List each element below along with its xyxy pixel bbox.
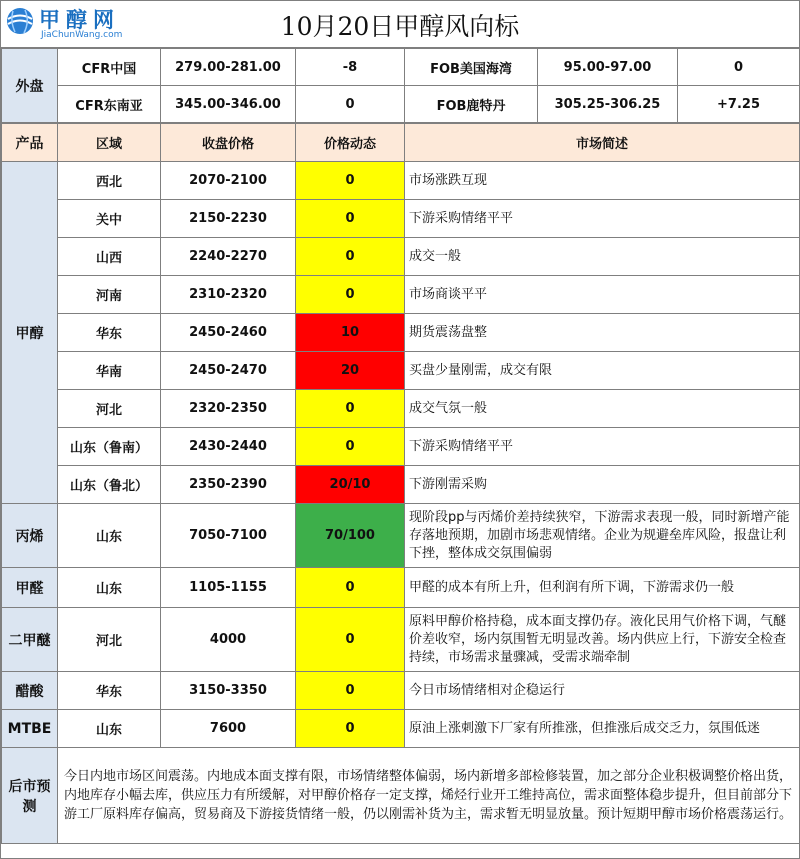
region-cell: 关中: [58, 200, 161, 238]
summary-cell: 原料甲醇价格持稳，成本面支撑仍存。液化民用气价格下调，气醚价差收窄，场内氛围暂无明显改善。场内供应上行，下游安全检查持续，市场需求量骤减，受需求端牵制: [405, 608, 800, 672]
change-cell: 10: [296, 314, 405, 352]
region-cell: 华东: [58, 672, 161, 710]
product-label: 醋酸: [2, 672, 58, 710]
price-cell: 2320-2350: [161, 390, 296, 428]
region-cell: 山东: [58, 568, 161, 608]
external-name: FOB美国海湾: [405, 49, 538, 86]
table-row: [2, 568, 800, 608]
change-cell: 0: [296, 200, 405, 238]
table-row: [2, 504, 800, 568]
summary-cell: 市场商谈平平: [405, 276, 800, 314]
external-row: [2, 49, 800, 86]
change-cell: 0: [296, 672, 405, 710]
methanol-label: 甲醇: [2, 162, 58, 504]
price-cell: 2450-2470: [161, 352, 296, 390]
price-cell: 1105-1155: [161, 568, 296, 608]
external-price: 305.25-306.25: [538, 86, 678, 123]
external-name: CFR东南亚: [58, 86, 161, 123]
region-cell: 华南: [58, 352, 161, 390]
product-label: 甲醛: [2, 568, 58, 608]
external-change: 0: [296, 86, 405, 123]
price-cell: 2430-2440: [161, 428, 296, 466]
change-cell: 0: [296, 276, 405, 314]
market-table: [1, 123, 800, 844]
summary-cell: 市场涨跌互现: [405, 162, 800, 200]
summary-cell: 今日市场情绪相对企稳运行: [405, 672, 800, 710]
summary-cell: 期货震荡盘整: [405, 314, 800, 352]
price-cell: 7050-7100: [161, 504, 296, 568]
table-row: [2, 466, 800, 504]
col-change: 价格动态: [296, 124, 405, 162]
table-header: [2, 124, 800, 162]
price-table: [1, 48, 800, 123]
globe-logo-icon: [5, 6, 35, 36]
region-cell: 山东: [58, 710, 161, 748]
region-cell: 山东: [58, 504, 161, 568]
summary-cell: 下游采购情绪平平: [405, 200, 800, 238]
external-name: CFR中国: [58, 49, 161, 86]
table-row: [2, 710, 800, 748]
page-title: 10月20日甲醇风向标: [280, 12, 520, 41]
summary-cell: 成交一般: [405, 238, 800, 276]
external-price: 279.00-281.00: [161, 49, 296, 86]
price-cell: 7600: [161, 710, 296, 748]
col-price: 收盘价格: [161, 124, 296, 162]
change-cell: 0: [296, 428, 405, 466]
price-cell: 2310-2320: [161, 276, 296, 314]
summary-cell: 现阶段pp与丙烯价差持续狭窄，下游需求表现一般，同时新增产能存落地预期，加剧市场悲观情绪。企业为规避垒库风险，报盘让利下挫，整体成交氛围偏弱: [405, 504, 800, 568]
col-product: 产品: [2, 124, 58, 162]
col-region: 区域: [58, 124, 161, 162]
summary-cell: 甲醛的成本有所上升，但利润有所下调，下游需求仍一般: [405, 568, 800, 608]
region-cell: 河南: [58, 276, 161, 314]
change-cell: 20/10: [296, 466, 405, 504]
product-label: 丙烯: [2, 504, 58, 568]
external-row: [2, 86, 800, 123]
change-cell: 0: [296, 608, 405, 672]
summary-cell: 原油上涨刺激下厂家有所推涨，但推涨后成交乏力，氛围低迷: [405, 710, 800, 748]
change-cell: 70/100: [296, 504, 405, 568]
external-change: +7.25: [678, 86, 800, 123]
table-row: [2, 428, 800, 466]
region-cell: 河北: [58, 608, 161, 672]
table-row: [2, 608, 800, 672]
price-cell: 2350-2390: [161, 466, 296, 504]
change-cell: 0: [296, 710, 405, 748]
brand-logo[interactable]: [5, 4, 155, 44]
external-label: 外盘: [2, 49, 58, 123]
price-cell: 3150-3350: [161, 672, 296, 710]
table-row: [2, 276, 800, 314]
table-row: [2, 390, 800, 428]
table-row: [2, 314, 800, 352]
brand-name: 甲醇网: [39, 7, 120, 32]
region-cell: 山西: [58, 238, 161, 276]
region-cell: 华东: [58, 314, 161, 352]
table-row: [2, 238, 800, 276]
change-cell: 20: [296, 352, 405, 390]
forecast-text: 今日内地市场区间震荡。内地成本面支撑有限，市场情绪整体偏弱，场内新增多部检修装置，加之部分企业积极调整价格出货，内地库存小幅去库，供应压力有所缓解，对甲醇价格存一定支撑，烯烃行业开工维持高位，需求面整体稳步提升，但目前部分下游工厂原料库存偏高，贸易商及下游接货情绪一般，仍以刚需补货为主，需求暂无明显放量。预计短期甲醇市场价格震荡运行。: [58, 748, 800, 844]
change-cell: 0: [296, 238, 405, 276]
external-name: FOB鹿特丹: [405, 86, 538, 123]
summary-cell: 买盘少量刚需，成交有限: [405, 352, 800, 390]
external-change: -8: [296, 49, 405, 86]
product-label: MTBE: [2, 710, 58, 748]
change-cell: 0: [296, 162, 405, 200]
region-cell: 山东（鲁南）: [58, 428, 161, 466]
summary-cell: 成交气氛一般: [405, 390, 800, 428]
price-cell: 4000: [161, 608, 296, 672]
table-row: [2, 352, 800, 390]
table-row: [2, 672, 800, 710]
price-cell: 2150-2230: [161, 200, 296, 238]
region-cell: 西北: [58, 162, 161, 200]
region-cell: 河北: [58, 390, 161, 428]
change-cell: 0: [296, 390, 405, 428]
forecast-label: 后市预测: [2, 748, 58, 844]
external-price: 345.00-346.00: [161, 86, 296, 123]
change-cell: 0: [296, 568, 405, 608]
summary-cell: 下游采购情绪平平: [405, 428, 800, 466]
forecast-row: [2, 748, 800, 844]
external-price: 95.00-97.00: [538, 49, 678, 86]
summary-cell: 下游刚需采购: [405, 466, 800, 504]
price-cell: 2240-2270: [161, 238, 296, 276]
product-label: 二甲醚: [2, 608, 58, 672]
col-summary: 市场简述: [405, 124, 800, 162]
header-bar: [1, 1, 799, 48]
external-change: 0: [678, 49, 800, 86]
price-cell: 2450-2460: [161, 314, 296, 352]
table-row: [2, 200, 800, 238]
region-cell: 山东（鲁北）: [58, 466, 161, 504]
brand-url: JiaChunWang.com: [41, 30, 123, 40]
price-cell: 2070-2100: [161, 162, 296, 200]
table-row: [2, 162, 800, 200]
